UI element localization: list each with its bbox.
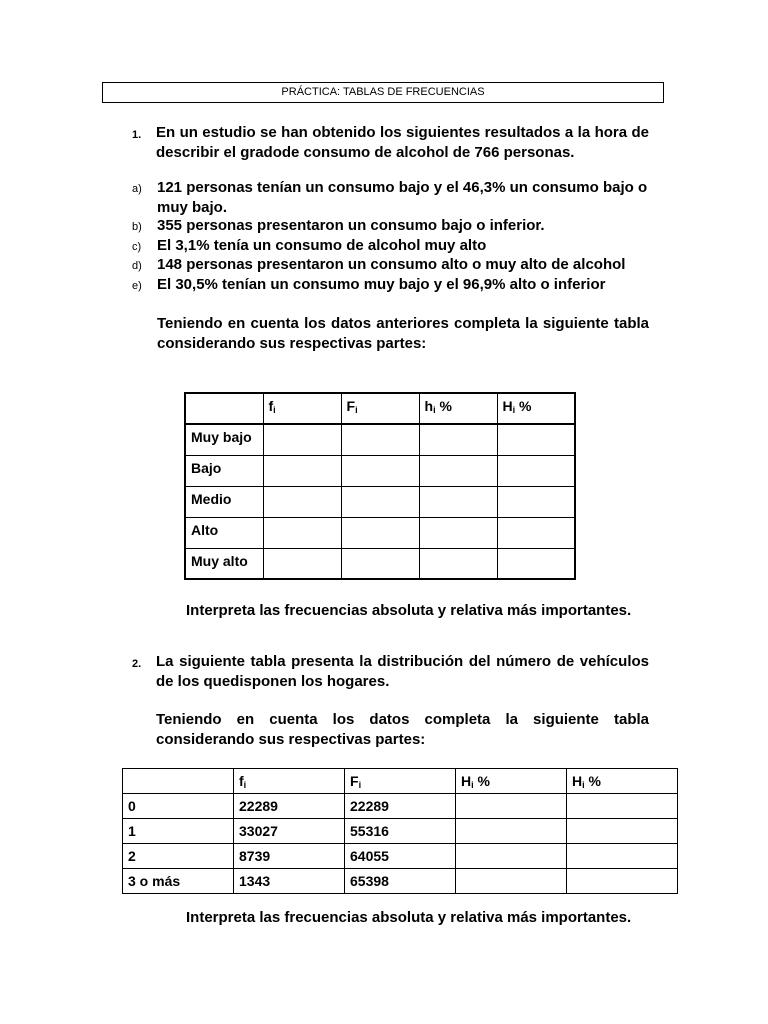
row-label: Alto [185,517,263,548]
empty-cell [341,455,419,486]
empty-cell [419,486,497,517]
empty-cell [456,794,567,819]
empty-cell [567,869,678,894]
empty-cell [419,548,497,579]
row-label: 2 [123,844,234,869]
cell-Fi: 64055 [345,844,456,869]
empty-cell [419,517,497,548]
row-label: 0 [123,794,234,819]
empty-cell [497,517,575,548]
cell-Fi: 22289 [345,794,456,819]
empty-cell [341,424,419,455]
q1-interpret: Interpreta las frecuencias absoluta y relativa más importantes. [186,602,632,619]
empty-cell [419,455,497,486]
empty-cell [341,548,419,579]
item-label: d) [132,260,142,272]
empty-cell [341,486,419,517]
item-label: a) [132,183,142,195]
row-label: Medio [185,486,263,517]
q2-instruction: Teniendo en cuenta los datos completa la siguiente tabla considerando sus respectivas partes: [156,711,649,748]
item-label: b) [132,221,142,233]
empty-cell [263,517,341,548]
item-text: 355 personas presentaron un consumo bajo o inferior. [157,217,545,234]
q1-instruction: Teniendo en cuenta los datos anteriores completa la siguiente tabla considerando sus respectivas partes: [157,315,649,352]
header-Hi-2: $H_i$ % [567,769,678,794]
empty-cell [497,455,575,486]
header-hi: $h_i$ % [419,393,497,424]
header-fi: $f_i$ [234,769,345,794]
empty-cell [456,844,567,869]
table-row [185,517,575,548]
question-2-number: 2. [132,658,142,670]
row-label: 3 o más [123,869,234,894]
header-fi: $f_i$ [263,393,341,424]
table-corner-cell [123,769,234,794]
cell-fi: 8739 [234,844,345,869]
table-row [123,819,678,844]
cell-fi: 33027 [234,819,345,844]
empty-cell [567,844,678,869]
header-Fi: $F_i$ [345,769,456,794]
table-header-row [185,393,575,424]
table-row [123,869,678,894]
empty-cell [263,455,341,486]
item-text: 148 personas presentaron un consumo alto o muy alto de alcohol [157,256,626,273]
row-label: Muy alto [185,548,263,579]
empty-cell [567,794,678,819]
table-row [185,455,575,486]
table-row [185,424,575,455]
item-text: El 30,5% tenían un consumo muy bajo y el 96,9% alto o inferior [157,276,606,293]
empty-cell [497,486,575,517]
q2-interpret: Interpreta las frecuencias absoluta y relativa más importantes. [186,909,632,926]
q2-vehicle-table [122,768,678,894]
cell-fi: 22289 [234,794,345,819]
question-1-text: En un estudio se han obtenido los siguientes resultados a la hora de describir el gradode consumo de alcohol de 766 personas. [156,124,649,161]
header-Hi: $H_i$ % [497,393,575,424]
row-label: Muy bajo [185,424,263,455]
empty-cell [497,424,575,455]
empty-cell [341,517,419,548]
empty-cell [419,424,497,455]
header-Hi-1: $H_i$ % [456,769,567,794]
question-1-number: 1. [132,129,142,141]
cell-fi: 1343 [234,869,345,894]
empty-cell [456,819,567,844]
header-Fi: $F_i$ [341,393,419,424]
page-title: PRÁCTICA: TABLAS DE FRECUENCIAS [102,82,664,103]
item-text: El 3,1% tenía un consumo de alcohol muy alto [157,237,487,254]
q1-frequency-table [184,392,576,580]
table-row [123,794,678,819]
cell-Fi: 55316 [345,819,456,844]
table-row [123,844,678,869]
empty-cell [456,869,567,894]
empty-cell [567,819,678,844]
item-label: c) [132,241,142,253]
question-2-text: La siguiente tabla presenta la distribución del número de vehículos de los quedisponen los hogares. [156,653,649,690]
row-label: 1 [123,819,234,844]
empty-cell [497,548,575,579]
table-header-row [123,769,678,794]
row-label: Bajo [185,455,263,486]
item-text: 121 personas tenían un consumo bajo y el 46,3% un consumo bajo o muy bajo. [157,179,648,216]
table-row [185,486,575,517]
empty-cell [263,424,341,455]
empty-cell [263,548,341,579]
cell-Fi: 65398 [345,869,456,894]
table-corner-cell [185,393,263,424]
item-label: e) [132,280,142,292]
table-row [185,548,575,579]
empty-cell [263,486,341,517]
